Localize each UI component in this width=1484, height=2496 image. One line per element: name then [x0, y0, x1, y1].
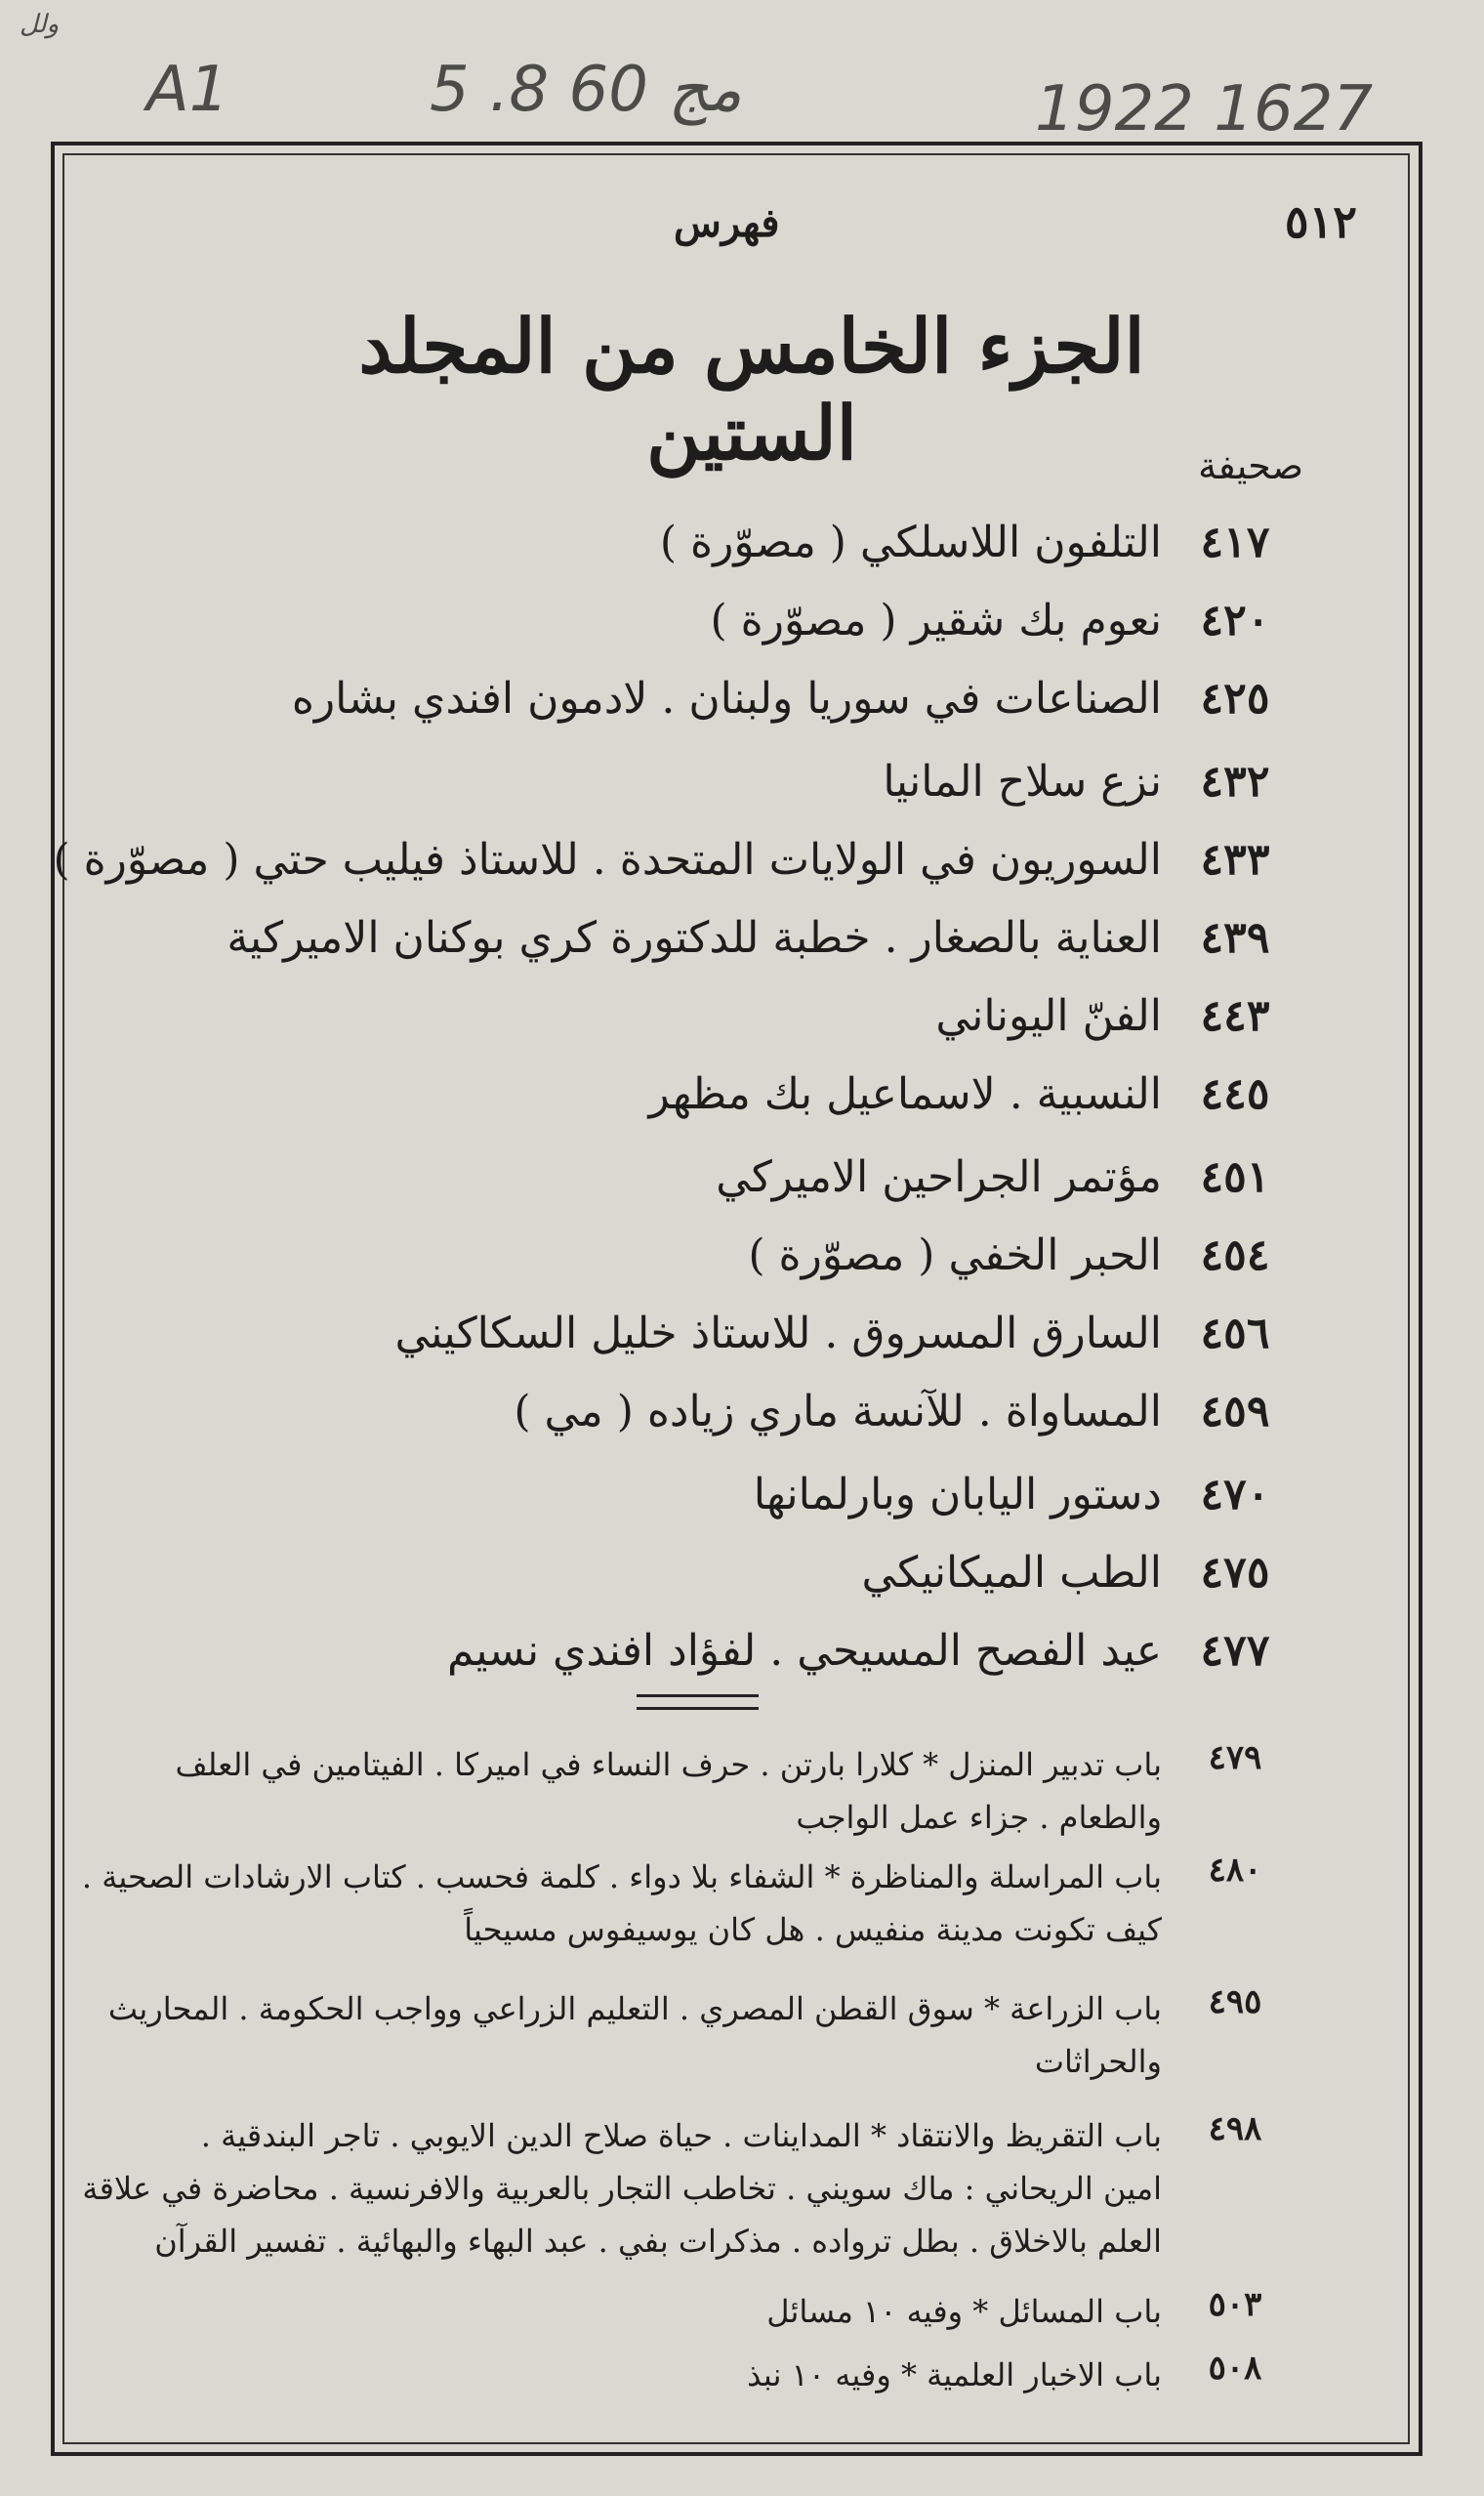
- section-page-number: ٤٩٨: [1208, 2109, 1262, 2148]
- toc-title: نعوم بك شقير ( مصوّرة ): [710, 595, 1162, 645]
- section-page-number: ٤٨٠: [1208, 1851, 1262, 1890]
- handwritten-catalog-number: 1922 1627: [1035, 73, 1374, 146]
- toc-title: الطب الميكانيكي: [861, 1547, 1162, 1598]
- section-page-number: ٤٩٥: [1208, 1982, 1262, 2021]
- toc-entry: [59, 508, 1308, 576]
- toc-entry: [59, 747, 1308, 815]
- toc-title: العناية بالصغار . خطبة للدكتورة كري بوكنان الاميركية: [227, 912, 1162, 963]
- toc-entry: [59, 664, 1308, 732]
- toc-entry: [59, 1060, 1308, 1128]
- section-entry: [59, 1851, 1308, 1956]
- section-line: باب الاخبار العلمية * وفيه ١٠ نبذ: [747, 2356, 1162, 2393]
- section-line: باب التقريظ والانتقاد * المداينات . حياة صلاح الدين الايوبي . تاجر البندقية .: [200, 2117, 1162, 2154]
- section-line: باب المسائل * وفيه ١٠ مسائل: [766, 2293, 1162, 2330]
- section-entry: [59, 2285, 1308, 2338]
- handwritten-date: 5 .8 60 مج: [430, 54, 742, 126]
- toc-title: النسبية . لاسماعيل بك مظهر: [648, 1068, 1162, 1119]
- running-header: فهرس: [674, 200, 780, 246]
- toc-entry: [59, 1299, 1308, 1367]
- toc-title: نزع سلاح المانيا: [883, 756, 1162, 807]
- section-line: العلم بالاخلاق . بطل ترواده . مذكرات بفي . عبد البهاء والبهائية . تفسير القرآن: [154, 2223, 1162, 2260]
- toc-page-number: ٤٥١: [1200, 1151, 1270, 1202]
- section-line: كيف تكونت مدينة منفيس . هل كان يوسيفوس مسيحياً: [464, 1911, 1162, 1948]
- section-line: امين الريحاني : ماك سويني . تخاطب التجار بالعربية والافرنسية . محاضرة في علاقة: [82, 2170, 1162, 2207]
- section-page-number: ٥٠٣: [1208, 2285, 1262, 2324]
- section-entry: [59, 1982, 1308, 2088]
- page-column-label: صحيفة: [1198, 444, 1303, 487]
- section-page-number: ٥٠٨: [1208, 2349, 1262, 2388]
- toc-title: السوريون في الولايات المتحدة . للاستاذ فيليب حتي ( مصوّرة ): [53, 834, 1162, 885]
- toc-title: السارق المسروق . للاستاذ خليل السكاكيني: [394, 1308, 1162, 1358]
- toc-title: مؤتمر الجراحين الاميركي: [716, 1151, 1162, 1202]
- page-number: ٥١٢: [1284, 195, 1357, 248]
- toc-title: التلفون اللاسلكي ( مصوّرة ): [659, 517, 1162, 567]
- section-divider: [637, 1694, 759, 1710]
- toc-page-number: ٤٣٩: [1200, 912, 1270, 963]
- toc-page-number: ٤٧٠: [1200, 1469, 1270, 1519]
- toc-entry: [59, 1221, 1308, 1289]
- section-line: والطعام . جزاء عمل الواجب: [796, 1799, 1162, 1836]
- toc-title: المساواة . للآنسة ماري زياده ( مي ): [514, 1386, 1162, 1436]
- toc-title: دستور اليابان وبارلمانها: [753, 1469, 1162, 1519]
- section-page-number: ٤٧٩: [1208, 1738, 1262, 1777]
- toc-title: الصناعات في سوريا ولبنان . لادمون افندي بشاره: [291, 673, 1162, 724]
- toc-entry: [59, 1460, 1308, 1528]
- toc-page-number: ٤٣٣: [1200, 834, 1270, 885]
- toc-entry: [59, 1616, 1308, 1685]
- toc-title: الحبر الخفي ( مصوّرة ): [748, 1229, 1162, 1280]
- toc-entry: [59, 586, 1308, 654]
- toc-entry: [59, 981, 1308, 1050]
- toc-entry: [59, 1377, 1308, 1445]
- handwritten-code: A1: [146, 54, 229, 126]
- section-line: باب المراسلة والمناظرة * الشفاء بلا دواء . كلمة فحسب . كتاب الارشادات الصحية .: [81, 1858, 1162, 1895]
- toc-page-number: ٤٤٥: [1200, 1068, 1270, 1119]
- toc-title: عيد الفصح المسيحي . لفؤاد افندي نسيم: [447, 1625, 1162, 1676]
- toc-page-number: ٤٤٣: [1200, 990, 1270, 1041]
- toc-page-number: ٤٥٩: [1200, 1386, 1270, 1436]
- toc-page-number: ٤٥٦: [1200, 1308, 1270, 1358]
- toc-entry: [53, 825, 1308, 894]
- volume-title: الجزء الخامس من المجلد الستين: [358, 303, 1145, 477]
- toc-page-number: ٤٣٢: [1200, 756, 1270, 807]
- toc-entry: [59, 1143, 1308, 1211]
- section-line: باب تدبير المنزل * كلارا بارتن . حرف النساء في اميركا . الفيتامين في العلف: [175, 1746, 1162, 1783]
- toc-entry: [59, 1538, 1308, 1606]
- toc-page-number: ٤٥٤: [1200, 1229, 1270, 1280]
- toc-page-number: ٤٧٥: [1200, 1547, 1270, 1598]
- toc-page-number: ٤١٧: [1200, 517, 1270, 567]
- toc-page-number: ٤٢٥: [1200, 673, 1270, 724]
- handwritten-top-left: ولل: [20, 10, 60, 39]
- toc-page-number: ٤٢٠: [1200, 595, 1270, 645]
- toc-entry: [59, 903, 1308, 972]
- toc-title: الفنّ اليوناني: [935, 990, 1162, 1041]
- toc-page-number: ٤٧٧: [1200, 1625, 1270, 1676]
- section-entry: [59, 2109, 1308, 2267]
- section-entry: [59, 1738, 1308, 1844]
- section-line: والحراثات: [1034, 2043, 1162, 2080]
- section-entry: [59, 2349, 1308, 2401]
- section-line: باب الزراعة * سوق القطن المصري . التعليم الزراعي وواجب الحكومة . المحاريث: [107, 1990, 1162, 2027]
